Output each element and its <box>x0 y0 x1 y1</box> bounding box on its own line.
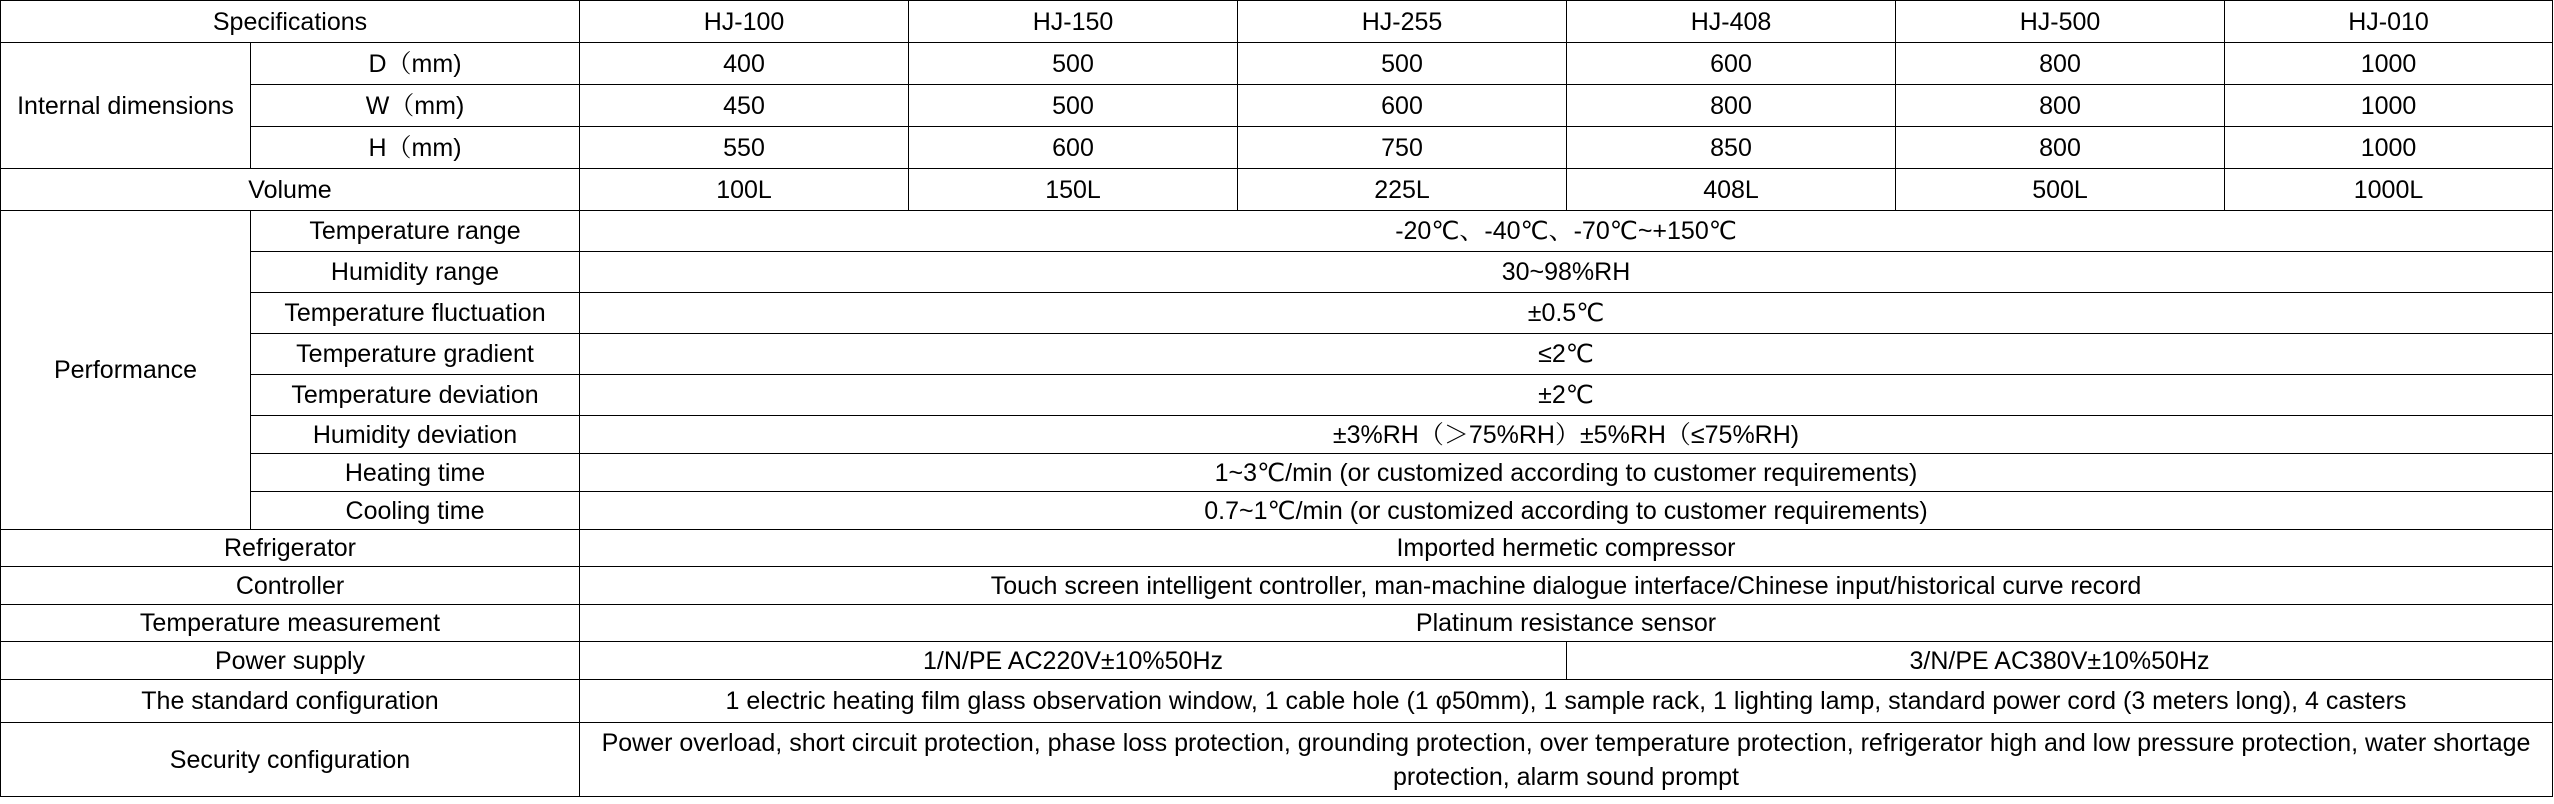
performance-item-label: Humidity deviation <box>251 416 580 454</box>
model-header: HJ-010 <box>2225 1 2553 43</box>
model-header: HJ-150 <box>909 1 1238 43</box>
model-header: HJ-408 <box>1567 1 1896 43</box>
specifications-header: Specifications <box>1 1 580 43</box>
standard-configuration-value: 1 electric heating film glass observation window, 1 cable hole (1 φ50mm), 1 sample rack, 1 lighting lamp, standard power cord (3 meters long), 4 casters <box>580 680 2553 723</box>
performance-item-value: ±0.5℃ <box>580 293 2553 334</box>
refrigerator-label: Refrigerator <box>1 530 580 567</box>
performance-label: Performance <box>1 211 251 530</box>
table-row <box>1 492 2553 530</box>
security-configuration-value: Power overload, short circuit protection, phase loss protection, grounding protection, over temperature protection, refrigerator high and low pressure protection, water shortage protection, alarm sound prompt <box>580 723 2553 797</box>
model-header: HJ-100 <box>580 1 909 43</box>
refrigerator-value: Imported hermetic compressor <box>580 530 2553 567</box>
table-cell: 600 <box>1567 43 1896 85</box>
dimension-label: D（mm) <box>251 43 580 85</box>
table-row <box>1 252 2553 293</box>
volume-label: Volume <box>1 169 580 211</box>
table-row <box>1 680 2553 723</box>
table-cell: 400 <box>580 43 909 85</box>
controller-value: Touch screen intelligent controller, man-machine dialogue interface/Chinese input/historical curve record <box>580 567 2553 605</box>
table-cell: 450 <box>580 85 909 127</box>
header-row <box>1 1 2553 43</box>
table-row <box>1 169 2553 211</box>
performance-item-label: Cooling time <box>251 492 580 530</box>
table-row <box>1 642 2553 680</box>
internal-dimensions-label: Internal dimensions <box>1 43 251 169</box>
table-cell: 150L <box>909 169 1238 211</box>
table-cell: 500L <box>1896 169 2225 211</box>
performance-item-label: Temperature gradient <box>251 334 580 375</box>
table-cell: 1000 <box>2225 85 2553 127</box>
performance-item-label: Temperature deviation <box>251 375 580 416</box>
table-cell: 1000L <box>2225 169 2553 211</box>
power-supply-220v: 1/N/PE AC220V±10%50Hz <box>580 642 1567 680</box>
security-configuration-label: Security configuration <box>1 723 580 797</box>
table-cell: 750 <box>1238 127 1567 169</box>
performance-item-value: ≤2℃ <box>580 334 2553 375</box>
performance-item-label: Humidity range <box>251 252 580 293</box>
table-row <box>1 723 2553 797</box>
table-cell: 408L <box>1567 169 1896 211</box>
table-cell: 100L <box>580 169 909 211</box>
table-row <box>1 567 2553 605</box>
standard-configuration-label: The standard configuration <box>1 680 580 723</box>
table-cell: 500 <box>1238 43 1567 85</box>
performance-item-label: Heating time <box>251 454 580 492</box>
table-cell: 225L <box>1238 169 1567 211</box>
performance-item-value: -20℃、-40℃、-70℃~+150℃ <box>580 211 2553 252</box>
table-cell: 850 <box>1567 127 1896 169</box>
performance-item-value: 1~3℃/min (or customized according to customer requirements) <box>580 454 2553 492</box>
table-cell: 1000 <box>2225 127 2553 169</box>
performance-item-label: Temperature range <box>251 211 580 252</box>
table-cell: 800 <box>1896 43 2225 85</box>
table-row <box>1 375 2553 416</box>
table-cell: 600 <box>1238 85 1567 127</box>
performance-item-value: 0.7~1℃/min (or customized according to customer requirements) <box>580 492 2553 530</box>
model-header: HJ-255 <box>1238 1 1567 43</box>
table-cell: 1000 <box>2225 43 2553 85</box>
table-row <box>1 454 2553 492</box>
table-cell: 500 <box>909 43 1238 85</box>
table-cell: 600 <box>909 127 1238 169</box>
performance-item-label: Temperature fluctuation <box>251 293 580 334</box>
model-header: HJ-500 <box>1896 1 2225 43</box>
table-row <box>1 334 2553 375</box>
table-row <box>1 530 2553 567</box>
controller-label: Controller <box>1 567 580 605</box>
table-row <box>1 416 2553 454</box>
temperature-measurement-label: Temperature measurement <box>1 605 580 642</box>
table-cell: 800 <box>1567 85 1896 127</box>
table-cell: 550 <box>580 127 909 169</box>
table-row <box>1 85 2553 127</box>
dimension-label: W（mm) <box>251 85 580 127</box>
table-cell: 800 <box>1896 85 2225 127</box>
performance-item-value: 30~98%RH <box>580 252 2553 293</box>
table-row <box>1 293 2553 334</box>
performance-item-value: ±3%RH（＞75%RH）±5%RH（≤75%RH) <box>580 416 2553 454</box>
power-supply-380v: 3/N/PE AC380V±10%50Hz <box>1567 642 2553 680</box>
table-row <box>1 605 2553 642</box>
power-supply-label: Power supply <box>1 642 580 680</box>
table-cell: 500 <box>909 85 1238 127</box>
table-cell: 800 <box>1896 127 2225 169</box>
temperature-measurement-value: Platinum resistance sensor <box>580 605 2553 642</box>
table-row <box>1 127 2553 169</box>
performance-item-value: ±2℃ <box>580 375 2553 416</box>
table-row <box>1 43 2553 85</box>
dimension-label: H（mm) <box>251 127 580 169</box>
table-row <box>1 211 2553 252</box>
